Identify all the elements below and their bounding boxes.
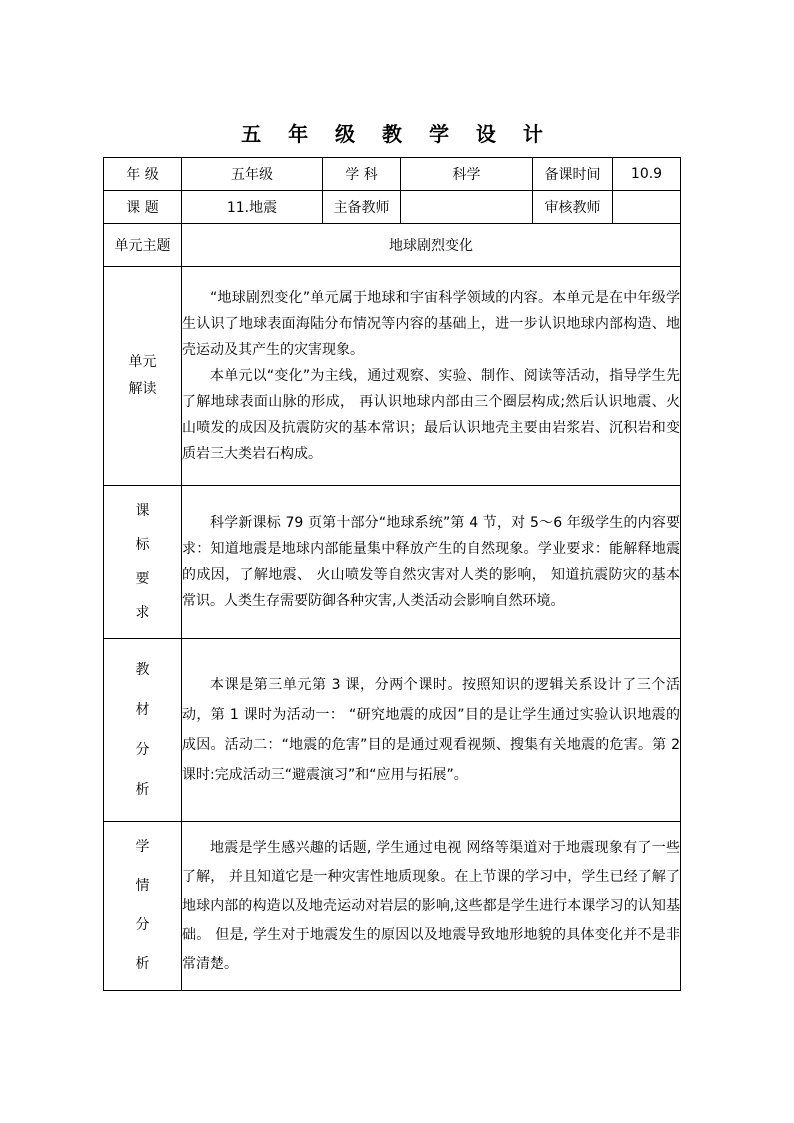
unit-reading-paragraph-1: “地球剧烈变化”单元属于地球和宇宙科学领域的内容。本单元是在中年级学生认识了地球表面海陆分布情况等内容的基础上，进一步认识地球内部构造、地壳运动及其产生的灾害现象。 [182, 290, 680, 358]
learner-row [104, 822, 681, 991]
unit-theme-row [104, 224, 681, 267]
curriculum-label-char: 要 [135, 571, 150, 587]
textbook-label-char: 材 [135, 702, 150, 718]
lead-teacher-label: 主备教师 [323, 191, 401, 224]
learner-label-char: 学 [135, 839, 150, 855]
topic-label: 课 题 [104, 191, 182, 224]
unit-reading-content [182, 267, 681, 486]
lesson-plan-table [103, 157, 681, 991]
unit-reading-row [104, 267, 681, 486]
header-row-1 [104, 158, 681, 191]
curriculum-label-char: 求 [135, 605, 150, 621]
curriculum-row [104, 486, 681, 639]
topic-value: 11.地震 [182, 191, 323, 224]
learner-label-char: 析 [135, 956, 150, 972]
unit-reading-label-line-2: 解读 [128, 381, 157, 397]
grade-value: 五年级 [182, 158, 323, 191]
learner-paragraph-1: 地震是学生感兴趣的话题, 学生通过电视 网络等渠道对于地震现象有了一些了解， 并且知道它是一种灾害性地质现象。在上节课的学习中，学生已经了解了地球内部的构造以及地壳运动对岩层的影响,这些都是学生进行本课学习的认知基础。 但是, 学生对于地震发生的原因以及地震导致地形地貌的具体变化并不是非常清楚。 [182, 839, 680, 972]
textbook-row [104, 639, 681, 822]
unit-reading-paragraph-2: 本单元以“变化”为主线，通过观察、实验、制作、阅读等活动，指导学生先了解地球表面山脉的形成， 再认识地球内部由三个圈层构成;然后认识地震、火山喷发的成因及抗震防灾的基本常识；最后认识地壳主要由岩浆岩、沉积岩和变质岩三大类岩石构成。 [182, 368, 680, 462]
unit-reading-label-line-1: 单元 [128, 354, 157, 370]
curriculum-paragraph-1: 科学新课标 79 页第十部分“地球系统”第 4 节，对 5～6 年级学生的内容要求：知道地震是地球内部能量集中释放产生的自然现象。学业要求：能解释地震的成因，了解地震、 火山喷发等自然灾害对人类的影响， 知道抗震防灾的基本常识。人类生存需要防御各种灾害,人类活动会影响自然环境。 [182, 515, 680, 609]
learner-content [182, 822, 681, 991]
learner-label-char: 分 [135, 917, 150, 933]
learner-label-char: 情 [135, 878, 150, 894]
curriculum-content [182, 486, 681, 639]
unit-reading-label [104, 267, 182, 486]
textbook-label-char: 教 [135, 662, 150, 678]
textbook-label-char: 分 [135, 742, 150, 758]
unit-theme-label: 单元主题 [104, 224, 182, 267]
subject-label: 学 科 [323, 158, 401, 191]
learner-label [104, 822, 182, 991]
prep-time-value: 10.9 [613, 158, 681, 191]
header-row-2 [104, 191, 681, 224]
subject-value: 科学 [401, 158, 533, 191]
curriculum-label-char: 课 [135, 503, 150, 519]
lead-teacher-value [401, 191, 533, 224]
reviewer-value [613, 191, 681, 224]
grade-label: 年 级 [104, 158, 182, 191]
textbook-label-char: 析 [135, 782, 150, 798]
page-title: 五 年 级 教 学 设 计 [241, 122, 553, 146]
prep-time-label: 备课时间 [533, 158, 613, 191]
textbook-label [104, 639, 182, 822]
curriculum-label [104, 486, 182, 639]
textbook-content [182, 639, 681, 822]
curriculum-label-char: 标 [135, 537, 150, 553]
textbook-paragraph-1: 本课是第三单元第 3 课，分两个课时。按照知识的逻辑关系设计了三个活动，第 1 课时为活动一： “研究地震的成因”目的是让学生通过实验认识地震的成因。活动二：“地震的危害”目的是通过观看视频、搜集有关地震的危害。第 2 课时:完成活动三“避震演习”和“应用与拓展”。 [182, 677, 680, 783]
unit-theme-value: 地球剧烈变化 [182, 224, 681, 267]
reviewer-label: 审核教师 [533, 191, 613, 224]
